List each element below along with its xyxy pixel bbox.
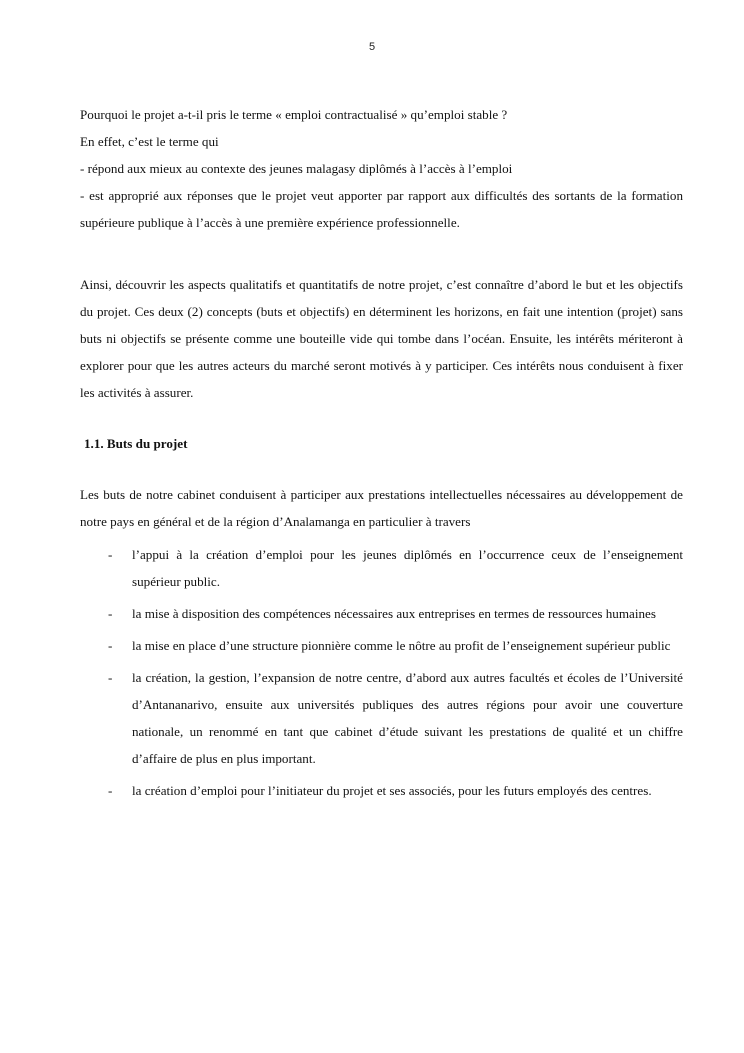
list-item [80,541,683,595]
intro-line: En effet, c’est le terme qui [80,134,219,149]
list-item [80,600,683,627]
question-line: Pourquoi le projet a-t-il pris le terme « emploi contractualisé » qu’emploi stable ? [80,107,508,122]
list-item-text: l’appui à la création d’emploi pour les jeunes diplômés en l’occurrence ceux de l’enseignement supérieur public. [132,547,683,589]
list-item [80,664,683,772]
section-heading: 1.1. Buts du projet [84,436,188,451]
reason-line-2: - est approprié aux réponses que le projet veut apporter par rapport aux difficultés des sortants de la formation supérieure publique à l’accès à une première expérience professionnelle. [80,188,683,230]
page-number: 5 [368,41,376,53]
list-item-text: la création d’emploi pour l’initiateur du projet et ses associés, pour les futurs employés des centres. [132,783,652,798]
bullet-dash: - [108,547,113,562]
bullet-dash: - [108,670,113,685]
goals-list [80,541,683,804]
list-item [80,777,683,804]
reason-line-1: - répond aux mieux au contexte des jeunes malagasy diplômés à l’accès à l’emploi [80,161,513,176]
paragraph-goals: Les buts de notre cabinet conduisent à participer aux prestations intellectuelles nécessaires au développement de notre pays en général et de la région d’Analamanga en particulier à travers [80,487,683,529]
list-item-text: la mise en place d’une structure pionnière comme le nôtre au profit de l’enseignement supérieur public [132,638,671,653]
bullet-dash: - [108,783,113,798]
list-item-text: la création, la gestion, l’expansion de notre centre, d’abord aux autres facultés et écoles de l’Université d’Antananarivo, ensuite aux universités publiques des autres régions pour avoir une couverture nationale, un renommé en tant que cabinet d’étude suivant les prestations de qualité et un chiffre d’affaire de plus en plus important. [132,670,683,766]
bullet-dash: - [108,638,113,653]
list-item-text: la mise à disposition des compétences nécessaires aux entreprises en termes de ressources humaines [132,606,656,621]
bullet-dash: - [108,606,113,621]
list-item [80,632,683,659]
document-body [80,101,683,809]
paragraph-objectives: Ainsi, découvrir les aspects qualitatifs et quantitatifs de notre projet, c’est connaître d’abord le but et les objectifs du projet. Ces deux (2) concepts (buts et objectifs) en déterminent les horizons, en fait une intention (projet) sans buts ni objectifs se présente comme une bouteille vide qui tombe dans l’océan. Ensuite, les intérêts mériteront à explorer pour que les autres acteurs du marché seront motivés à y participer. Ces intérêts nous conduisent à fixer les activités à assurer. [80,277,683,400]
